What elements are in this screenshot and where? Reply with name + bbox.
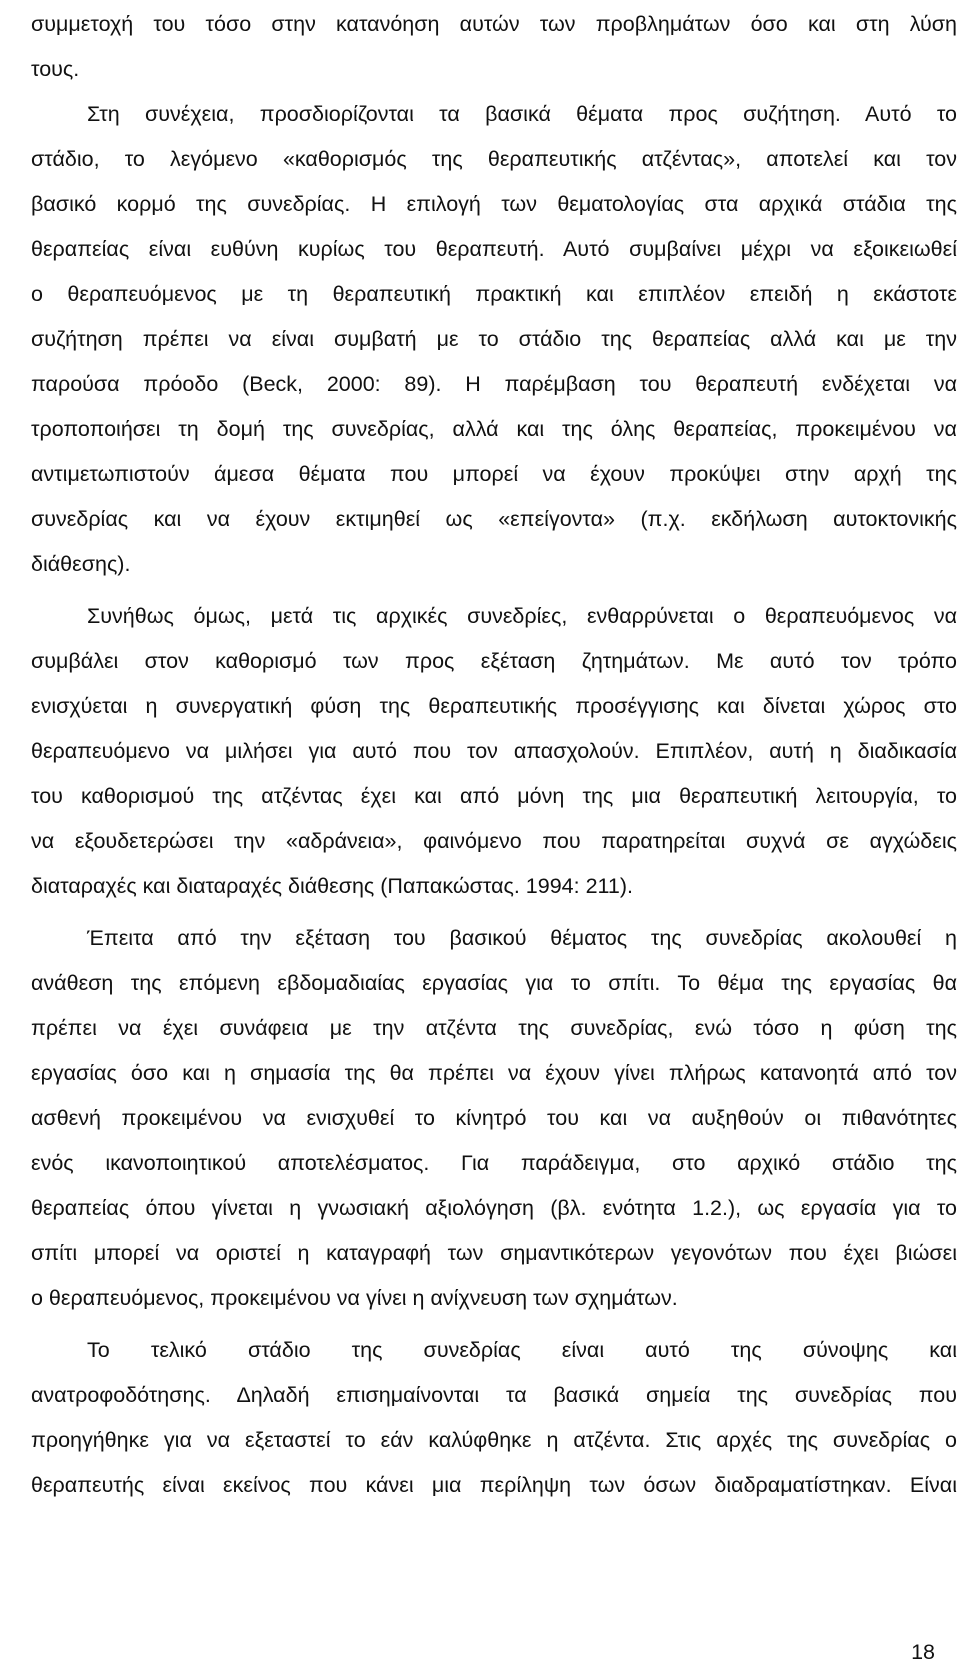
text-line: συνεδρίας και να έχουν εκτιμηθεί ως «επείγοντα» (π.χ. εκδήλωση αυτοκτονικής	[31, 507, 957, 531]
text-line: θεραπευτής είναι εκείνος που κάνει μια περίληψη των όσων διαδραματίστηκαν. Είναι	[31, 1473, 957, 1497]
text-line: τροποποιήσει τη δομή της συνεδρίας, αλλά και της όλης θεραπείας, προκειμένου να	[31, 417, 957, 441]
text-line: ενός ικανοποιητικού αποτελέσματος. Για παράδειγμα, στο αρχικό στάδιο της	[31, 1151, 957, 1175]
text-line: θεραπευόμενο να μιλήσει για αυτό που τον απασχολούν. Επιπλέον, αυτή η διαδικασία	[31, 739, 957, 763]
text-line: ο θεραπευόμενος με τη θεραπευτική πρακτική και επιπλέον επειδή η εκάστοτε	[31, 282, 957, 306]
text-line: ενισχύεται η συνεργατική φύση της θεραπευτικής προσέγγισης και δίνεται χώρος στο	[31, 694, 957, 718]
paragraph-first-line: Συνήθως όμως, μετά τις αρχικές συνεδρίες, ενθαρρύνεται ο θεραπευόμενος να	[87, 604, 957, 628]
text-line: συμβάλει στον καθορισμό των προς εξέταση ζητημάτων. Με αυτό τον τρόπο	[31, 649, 957, 673]
text-line: προηγήθηκε για να εξεταστεί το εάν καλύφθηκε η ατζέντα. Στις αρχές της συνεδρίας ο	[31, 1428, 957, 1452]
text-line: διαταραχές και διαταραχές διάθεσης (Παπακώστας. 1994: 211).	[31, 874, 633, 898]
text-line: ανάθεση της επόμενη εβδομαδιαίας εργασίας για το σπίτι. Το θέμα της εργασίας θα	[31, 971, 957, 995]
text-line: πρέπει να έχει συνάφεια με την ατζέντα της συνεδρίας, ενώ τόσο η φύση της	[31, 1016, 957, 1040]
text-line: σπίτι μπορεί να οριστεί η καταγραφή των σημαντικότερων γεγονότων που έχει βιώσει	[31, 1241, 957, 1265]
text-line: αντιμετωπιστούν άμεσα θέματα που μπορεί να έχουν προκύψει στην αρχή της	[31, 462, 957, 486]
paragraph-first-line: Στη συνέχεια, προσδιορίζονται τα βασικά θέματα προς συζήτηση. Αυτό το	[87, 102, 957, 126]
text-line: να εξουδετερώσει την «αδράνεια», φαινόμενο που παρατηρείται συχνά σε αγχώδεις	[31, 829, 957, 853]
text-line: βασικό κορμό της συνεδρίας. Η επιλογή των θεματολογίας στα αρχικά στάδια της	[31, 192, 957, 216]
text-line: τους.	[31, 57, 80, 81]
text-line: συζήτηση πρέπει να είναι συμβατή με το στάδιο της θεραπείας αλλά και με την	[31, 327, 957, 351]
text-line: θεραπείας είναι ευθύνη κυρίως του θεραπευτή. Αυτό συμβαίνει μέχρι να εξοικειωθεί	[31, 237, 957, 261]
text-line: εργασίας όσο και η σημασία της θα πρέπει να έχουν γίνει πλήρως κατανοητά από τον	[31, 1061, 957, 1085]
page-number: 18	[911, 1640, 935, 1664]
text-line: ο θεραπευόμενος, προκειμένου να γίνει η ανίχνευση των σχημάτων.	[31, 1286, 678, 1310]
text-line: συμμετοχή του τόσο στην κατανόηση αυτών των προβλημάτων όσο και στη λύση	[31, 12, 957, 36]
text-line: στάδιο, το λεγόμενο «καθορισμός της θεραπευτικής ατζέντας», αποτελεί και τον	[31, 147, 957, 171]
text-line: ανατροφοδότησης. Δηλαδή επισημαίνονται τα βασικά σημεία της συνεδρίας που	[31, 1383, 957, 1407]
paragraph-first-line: Έπειτα από την εξέταση του βασικού θέματος της συνεδρίας ακολουθεί η	[87, 926, 957, 950]
text-line: ασθενή προκειμένου να ενισχυθεί το κίνητρό του και να αυξηθούν οι πιθανότητες	[31, 1106, 957, 1130]
text-line: θεραπείας όπου γίνεται η γνωσιακή αξιολόγηση (βλ. ενότητα 1.2.), ως εργασία για το	[31, 1196, 957, 1220]
text-line: του καθορισμού της ατζέντας έχει και από μόνη της μια θεραπευτική λειτουργία, το	[31, 784, 957, 808]
paragraph-first-line: Το τελικό στάδιο της συνεδρίας είναι αυτό της σύνοψης και	[87, 1338, 957, 1362]
text-line: παρούσα πρόοδο (Beck, 2000: 89). Η παρέμβαση του θεραπευτή ενδέχεται να	[31, 372, 957, 396]
text-line: διάθεσης).	[31, 552, 131, 576]
